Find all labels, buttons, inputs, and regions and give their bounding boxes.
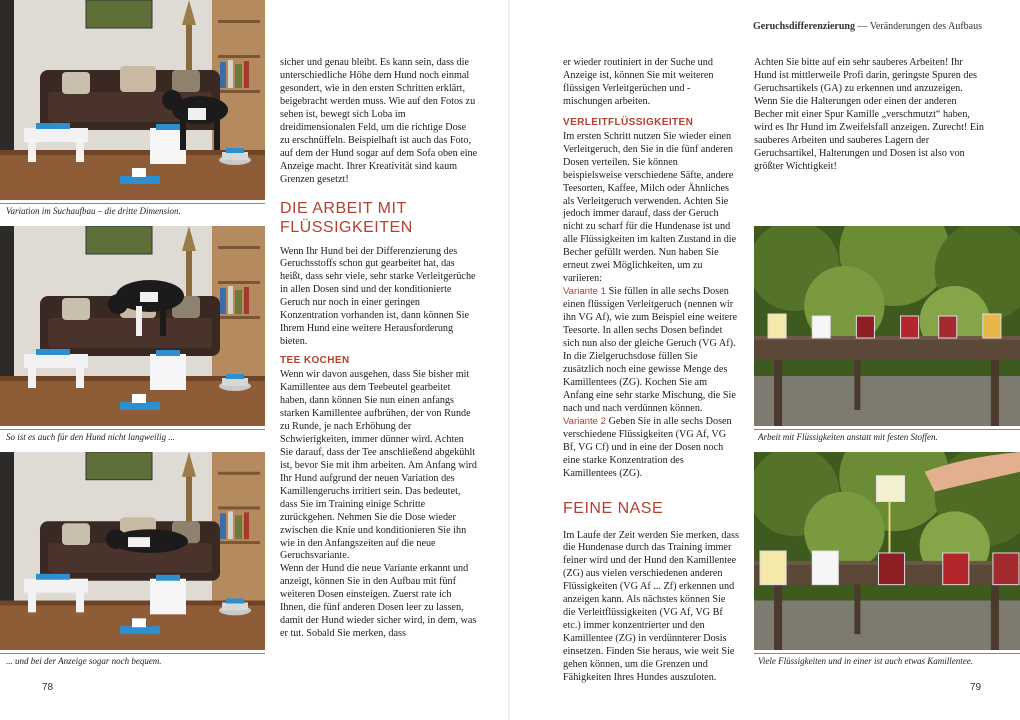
photo-caption: Variation im Suchaufbau – die dritte Dimension.	[6, 206, 181, 216]
variant-label: Variante 1	[563, 286, 607, 298]
subheading: VERLEITFLÜSSIGKEITEN	[563, 116, 694, 128]
paragraph: sicher und genau bleibt. Es kann sein, dass die unterschiedliche Höhe dem Hund noch einmal gesondert, wie in den ersten Schritten erklärt, beigebracht werden muss. Wie auf den Fotos zu sehen ist, bewegt sich Loba im dreidimensionalen Feld, um die richtige Dose zu erschnüffeln. Beispielhaft ist auch das Foto, auf dem der Hund sogar auf dem Sofa oben eine Anzeige macht. Ihrer Kreativität sind kaum Grenzen gesetzt!	[280, 57, 478, 185]
page-number: 79	[970, 682, 982, 693]
paragraph: er wieder routiniert in der Suche und Anzeige ist, können Sie mit weiteren flüssigen Verleitgerüchen und -mischungen arbeiten.	[563, 57, 714, 107]
variant-label: Variante 2	[563, 415, 607, 427]
caption-rule	[0, 653, 265, 654]
photo-liquids-table	[754, 226, 1020, 426]
photo-dog-search-3d	[0, 0, 265, 200]
photo-pouring-liquid	[754, 452, 1020, 650]
caption-rule	[754, 653, 1020, 654]
caption-rule	[754, 429, 1020, 430]
paragraph: Achten Sie bitte auf ein sehr sauberes Arbeiten! Ihr Hund ist mittlerweile Profi darin, geringste Spuren des Geruchsartikels (GA) zu erkennen und anzuzeigen. Wenn Sie die Halterungen oder einen der anderen Becher mit einer Spur Kamille „verschmutzt“ haben, wird es Ihr Hund im Zweifelsfall anzeigen. Zurecht! Ein sauberes Arbeiten und sauberes Lagern der Geruchsartikel, Halterungen und Dosen ist also von größter Wichtigkeit!	[754, 57, 984, 172]
page-number: 78	[42, 682, 54, 693]
text-column	[754, 57, 986, 174]
running-head-separator: —	[857, 21, 868, 32]
paragraph: Wenn der Hund die neue Variante erkannt und anzeigt, können Sie in den Aufbau mit fünf weiteren Dosen einsteigen. Zuerst rate ich Ihnen, die fünf anderen Dosen leer zu lassen, damit der Hund wieder sicher wird, in dem, was er tut. Sobald Sie merken, dass	[280, 563, 477, 640]
paragraph: Im ersten Schritt nutzen Sie wieder einen Verleitgeruch, den Sie in die fünf anderen Dosen verteilen. Sie können beispielsweise verschiedene Säfte, andere Teesorten, Kaffee, Milch oder Ähnliches als Verleitgeruch verwenden. Achten Sie jedoch immer darauf, dass der Geruch nicht zu scharf für die Hundenase ist und alle Flüssigkeiten im kalten Zustand in die Becher gefüllt werden. Nun haben Sie erneut zwei Möglichkeiten, um zu variieren:	[563, 130, 737, 285]
variant-text: Geben Sie in alle sechs Dosen verschiedene Flüssigkeiten (VG Af, VG Bf, VG Cf) und in eine der Dosen noch eine starke Konzentration des Kamillentees (ZG).	[563, 415, 732, 479]
photo-caption: So ist es auch für den Hund nicht langweilig ...	[6, 432, 175, 442]
running-head-section: Veränderungen des Aufbaus	[869, 21, 982, 32]
text-column	[280, 57, 478, 641]
photo-dog-sniffing	[0, 226, 265, 426]
caption-rule	[0, 429, 265, 430]
paragraph: Wenn Ihr Hund bei der Differenzierung des Geruchsstoffs schon gut gearbeitet hat, das heißt, dass sehr viele, sehr starke Verleitgerüche in allen Dosen sind und der konditionierte Geruch nur noch in einer geringen Konzentration vorhanden ist, dann können Sie Ihrem Hund eine weitere Herausforderung bieten.	[280, 245, 476, 348]
paragraph: Wenn wir davon ausgehen, dass Sie bisher mit Kamillentee aus dem Teebeutel gearbeitet haben, dann können Sie nun einen anfangs starken Kamillentee aufbrühen, der von Runde zu Runde, je nach Erhöhung der Schwierigkeiten, immer dünner wird. Achten Sie darauf, dass der Tee anschließend abgekühlt ist, bevor Sie mit ihm arbeiten. Am Anfang wird Ihr Hund aufgrund der neuen Variation des Kamillengeruchs irritiert sein. Das bedeutet, dass Sie im Training einige Schritte zurückgehen. Nehmen Sie die Dose wieder zwischen die Knie und konditionieren Sie ihn wie in den Anfangszeiten auf die neue Geruchsvariante.	[280, 369, 477, 562]
text-column	[563, 57, 739, 685]
caption-rule	[0, 203, 265, 204]
paragraph: Im Laufe der Zeit werden Sie merken, dass die Hundenase durch das Training immer feiner wird und der Hund den Kamillentee (ZG) aus vielen verschiedenen anderen Flüssigkeiten (VG Af ... Zf) erkennen und anzeigen kann. Als nächstes können Sie die Verleitflüssigkeiten (VG Af, VG Bf etc.) immer konzentrierter und den Kamillentee (ZG) in verdünnterer Dosis einsetzen. Finden Sie heraus, wie weit Sie gehen können, um die Grenzen und Fähigkeiten Ihres Hundes auszuloten.	[563, 529, 739, 683]
running-head	[753, 21, 982, 32]
paragraph	[563, 416, 739, 481]
section-heading: DIE ARBEIT MIT FLÜSSIGKEITEN	[280, 199, 413, 236]
subheading: TEE KOCHEN	[280, 355, 350, 367]
photo-caption: Arbeit mit Flüssigkeiten anstatt mit festen Stoffen.	[758, 432, 938, 442]
photo-caption: ... und bei der Anzeige sogar noch bequem.	[6, 656, 162, 666]
variant-text: Sie füllen in alle sechs Dosen einen flüssigen Verleitgeruch (nennen wir ihn VG Af), wie zum Beispiel eine weitere Teesorte. In allen sechs Dosen befindet sich nun also der gleiche Geruch (VG Af). In die Zielgeruchsdose füllen Sie zusätzlich noch eine gewisse Menge des Kamillentees (ZG). Kochen Sie am Anfang eine sehr starke Mischung, die Sie nach und nach verdünnen können.	[563, 286, 738, 414]
right-page	[510, 0, 1020, 720]
running-head-chapter: Geruchsdifferenzierung	[752, 21, 855, 32]
photo-caption: Viele Flüssigkeiten und in einer ist auch etwas Kamillentee.	[758, 656, 974, 666]
photo-dog-on-sofa	[0, 452, 265, 650]
section-heading: FEINE NASE	[563, 499, 664, 517]
paragraph	[563, 286, 739, 416]
